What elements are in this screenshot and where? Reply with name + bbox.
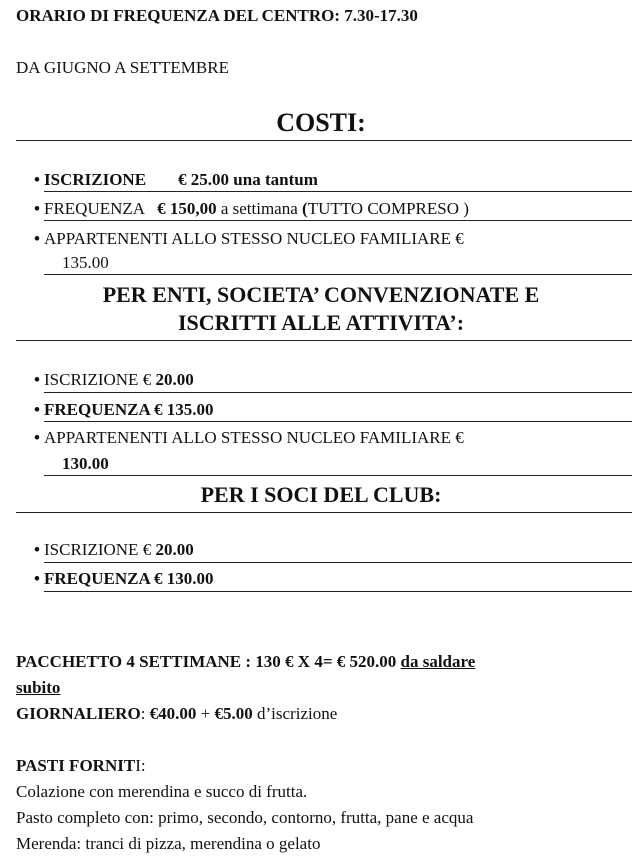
members-item-registration: • ISCRIZIONE € 20.00 [34,540,194,559]
entities-rule [16,340,632,341]
members-title: PER I SOCI DEL CLUB: [200,482,442,507]
row-rule [44,421,632,422]
bullet: • [34,229,40,248]
bullet: • [34,400,40,419]
members-item-attendance: • FREQUENZA € 130.00 [34,569,214,588]
entities-item-family: • APPARTENENTI ALLO STESSO NUCLEO FAMILIARE € [34,428,464,447]
package-offer: PACCHETTO 4 SETTIMANE : 130 € X 4= € 520.00 da saldare [16,652,476,671]
row-rule [44,274,632,275]
entities-title-line2: ISCRITTI ALLE ATTIVITA’: [177,310,465,335]
meals-line-3: Merenda: tranci di pizza, merendina o gelato [16,834,321,853]
season-period: DA GIUGNO A SETTEMBRE [16,58,229,77]
entities-title-line1: PER ENTI, SOCIETA’ CONVENZIONATE E [102,282,540,307]
entities-item-registration: • ISCRIZIONE € 20.00 [34,370,194,389]
entities-item-attendance: • FREQUENZA € 135.00 [34,400,214,419]
costs-rule [16,140,632,141]
row-rule [44,220,632,221]
costs-title: COSTI: [276,108,366,137]
bullet: • [34,370,40,389]
costs-item-registration: • ISCRIZIONE € 25.00 una tantum [34,170,318,189]
opening-hours: ORARIO DI FREQUENZA DEL CENTRO: 7.30-17.30 [16,6,418,25]
row-rule [44,562,632,563]
bullet: • [34,540,40,559]
row-rule [44,475,632,476]
members-rule [16,512,632,513]
meals-line-1: Colazione con merendina e succo di frutta. [16,782,308,801]
bullet: • [34,428,40,447]
meals-line-2: Pasto completo con: primo, secondo, contorno, frutta, pane e acqua [16,808,474,827]
daily-rate: GIORNALIERO: €40.00 + €5.00 d’iscrizione [16,704,338,723]
bullet: • [34,199,40,218]
row-rule [44,591,632,592]
bullet: • [34,170,40,189]
meals-title: PASTI FORNITI: [16,756,146,775]
bullet: • [34,569,40,588]
entities-item-family-value: 130.00 [62,454,109,473]
costs-item-family: • APPARTENENTI ALLO STESSO NUCLEO FAMILIARE € [34,229,464,248]
row-rule [44,392,632,393]
package-offer-cont: subito [16,678,61,697]
costs-item-attendance: • FREQUENZA € 150,00 a settimana (TUTTO COMPRESO ) [34,199,469,218]
costs-item-family-value: 135.00 [62,253,109,272]
row-rule [44,191,632,192]
